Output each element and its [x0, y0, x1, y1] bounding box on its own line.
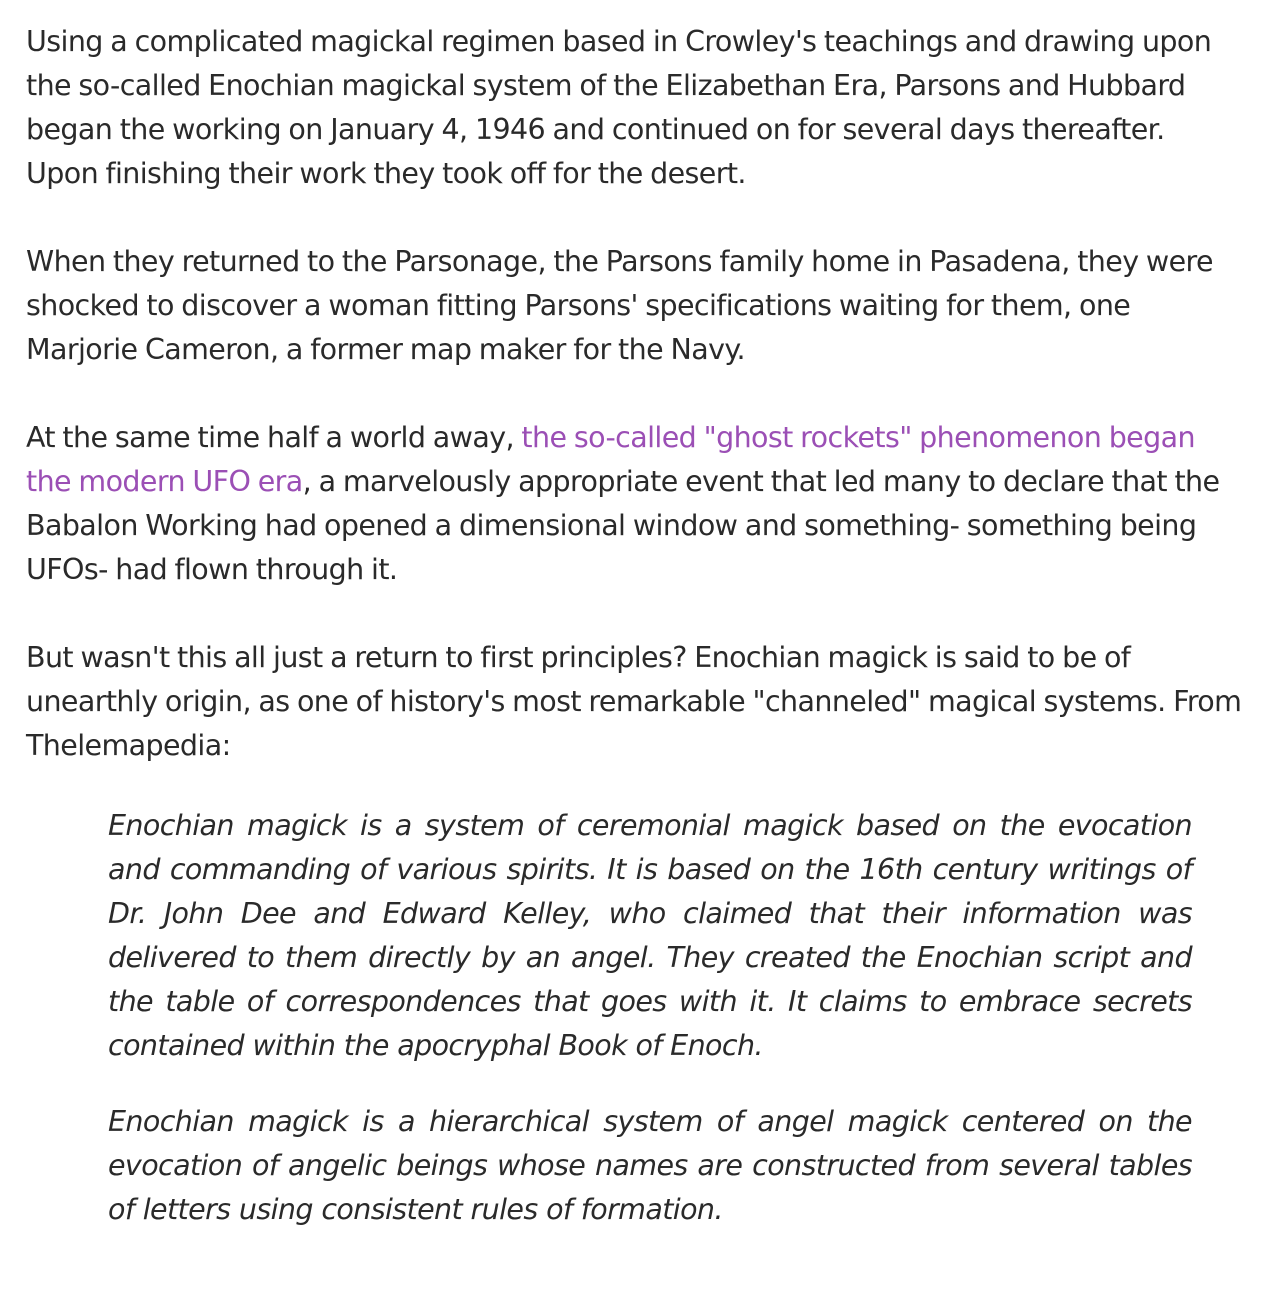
article-body — [26, 20, 1242, 1264]
quote-paragraph-1: Enochian magick is a system of ceremonial magick based on the evocation and commanding of various spirits. It is based on the 16th century writings of Dr. John Dee and Edward Kelley, who claimed that their information was delivered to them directly by an angel. They created the Enochian script and the table of correspondences that goes with it. It claims to embrace secrets contained within the apocryphal Book of Enoch. — [108, 809, 1192, 1062]
paragraph-babalon-working: Using a complicated magickal regimen based in Crowley's teachings and drawing upon the so-called Enochian magickal system of the Elizabethan Era, Parsons and Hubbard began the working on January 4, 1946 and continued on for several days thereafter. Upon finishing their work they took off for the desert. — [26, 25, 1212, 190]
paragraph-ghost-rockets-lead: At the same time half a world away, — [26, 421, 522, 454]
thelemapedia-quote — [108, 804, 1192, 1232]
paragraph-parsonage: When they returned to the Parsonage, the Parsons family home in Pasadena, they were shocked to discover a woman fitting Parsons' specifications waiting for them, one Marjorie Cameron, a former map maker for the Navy. — [26, 245, 1213, 366]
paragraph-ghost-rockets — [26, 416, 1242, 592]
paragraph-first-principles: But wasn't this all just a return to first principles? Enochian magick is said to be of unearthly origin, as one of history's most remarkable "channeled" magical systems. From Thelemapedia: — [26, 641, 1242, 762]
ghost-rockets-link[interactable]: the so-called "ghost rockets" phenomenon began the modern UFO era — [26, 421, 1195, 498]
paragraph-ghost-rockets-tail: , a marvelously appropriate event that led many to declare that the Babalon Working had opened a dimensional window and something- something being UFOs- had flown through it. — [26, 465, 1220, 586]
quote-paragraph-2: Enochian magick is a hierarchical system of angel magick centered on the evocation of angelic beings whose names are constructed from several tables of letters using consistent rules of formation. — [108, 1105, 1192, 1226]
